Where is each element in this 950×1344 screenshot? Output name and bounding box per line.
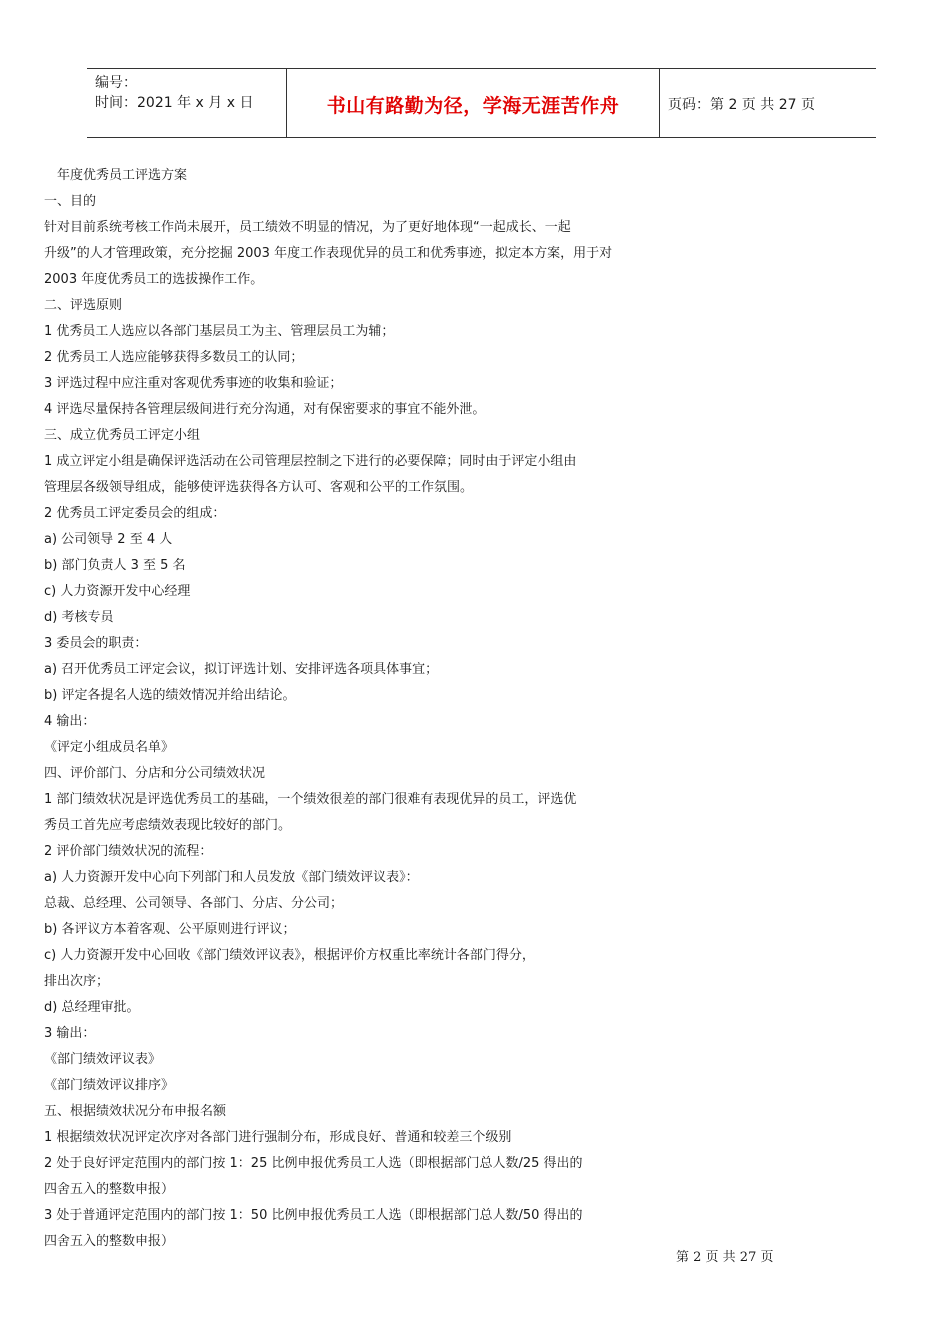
paragraph-line: 升级”的人才管理政策，充分挖掘 2003 年度工作表现优异的员工和优秀事迹，拟定本方案，用于对 xyxy=(44,246,613,261)
list-item: c) 人力资源开发中心经理 xyxy=(44,584,191,599)
list-item: 2 处于良好评定范围内的部门按 1：25 比例申报优秀员工人选（即根据部门总人数/25 得出的 xyxy=(44,1156,583,1171)
list-item: 3 输出： xyxy=(44,1026,96,1041)
list-item: 2 优秀员工人选应能够获得多数员工的认同； xyxy=(44,350,304,365)
list-item: 4 评选尽量保持各管理层级间进行充分沟通，对有保密要求的事宜不能外泄。 xyxy=(44,402,486,417)
list-item: c) 人力资源开发中心回收《部门绩效评议表》，根据评价方权重比率统计各部门得分， xyxy=(44,948,535,963)
list-item: 2 优秀员工评定委员会的组成： xyxy=(44,506,226,521)
list-item: b) 评定各提名人选的绩效情况并给出结论。 xyxy=(44,688,296,703)
paragraph-line: 四舍五入的整数申报） xyxy=(44,1234,175,1249)
document-title: 年度优秀员工评选方案 xyxy=(57,168,188,183)
section-heading: 三、成立优秀员工评定小组 xyxy=(44,428,201,443)
paragraph-line: 总裁、总经理、公司领导、各部门、分店、分公司； xyxy=(44,896,344,911)
section-heading: 五、根据绩效状况分布申报名额 xyxy=(44,1104,227,1119)
output-document-name: 《评定小组成员名单》 xyxy=(44,740,175,755)
list-item: a) 人力资源开发中心向下列部门和人员发放《部门绩效评议表》： xyxy=(44,870,419,885)
section-heading: 一、目的 xyxy=(44,194,97,209)
paragraph-line: 排出次序； xyxy=(44,974,110,989)
paragraph-line: 四舍五入的整数申报） xyxy=(44,1182,175,1197)
list-item: b) 各评议方本着客观、公平原则进行评议； xyxy=(44,922,296,937)
output-document-name: 《部门绩效评议排序》 xyxy=(44,1078,175,1093)
paragraph-line: 2003 年度优秀员工的选拔操作工作。 xyxy=(44,272,264,287)
document-time-label: 时间：2021 年 x 月 x 日 xyxy=(95,95,254,111)
output-document-name: 《部门绩效评议表》 xyxy=(44,1052,162,1067)
section-heading: 二、评选原则 xyxy=(44,298,123,313)
page-footer: 第 2 页 共 27 页 xyxy=(676,1250,774,1265)
document-number-label: 编号： xyxy=(95,75,137,91)
list-item: 1 根据绩效状况评定次序对各部门进行强制分布，形成良好、普通和较差三个级别 xyxy=(44,1130,512,1145)
list-item: d) 总经理审批。 xyxy=(44,1000,140,1015)
list-item: 3 委员会的职责： xyxy=(44,636,148,651)
list-item: d) 考核专员 xyxy=(44,610,114,625)
list-item: 4 输出： xyxy=(44,714,96,729)
list-item: a) 公司领导 2 至 4 人 xyxy=(44,532,173,547)
list-item: 3 处于普通评定范围内的部门按 1：50 比例申报优秀员工人选（即根据部门总人数/50 得出的 xyxy=(44,1208,583,1223)
page-header xyxy=(87,68,876,138)
list-item: b) 部门负责人 3 至 5 名 xyxy=(44,558,186,573)
document-body xyxy=(44,163,704,1255)
list-item: 1 成立评定小组是确保评选活动在公司管理层控制之下进行的必要保障；同时由于评定小组由 xyxy=(44,454,577,469)
list-item: 1 部门绩效状况是评选优秀员工的基础，一个绩效很差的部门很难有表现优异的员工，评选优 xyxy=(44,792,577,807)
list-item: 2 评价部门绩效状况的流程： xyxy=(44,844,213,859)
header-motto: 书山有路勤为径，学海无涯苦作舟 xyxy=(287,69,660,137)
paragraph-line: 管理层各级领导组成，能够使评选获得各方认可、客观和公平的工作氛围。 xyxy=(44,480,474,495)
list-item: 1 优秀员工人选应以各部门基层员工为主、管理层员工为辅； xyxy=(44,324,395,339)
list-item: 3 评选过程中应注重对客观优秀事迹的收集和验证； xyxy=(44,376,343,391)
list-item: a) 召开优秀员工评定会议，拟订评选计划、安排评选各项具体事宜； xyxy=(44,662,439,677)
header-meta xyxy=(87,69,287,137)
paragraph-line: 秀员工首先应考虑绩效表现比较好的部门。 xyxy=(44,818,292,833)
header-page-number: 页码：第 2 页 共 27 页 xyxy=(668,97,815,113)
paragraph-line: 针对目前系统考核工作尚未展开，员工绩效不明显的情况，为了更好地体现“一起成长、一起 xyxy=(44,220,571,235)
section-heading: 四、评价部门、分店和分公司绩效状况 xyxy=(44,766,266,781)
